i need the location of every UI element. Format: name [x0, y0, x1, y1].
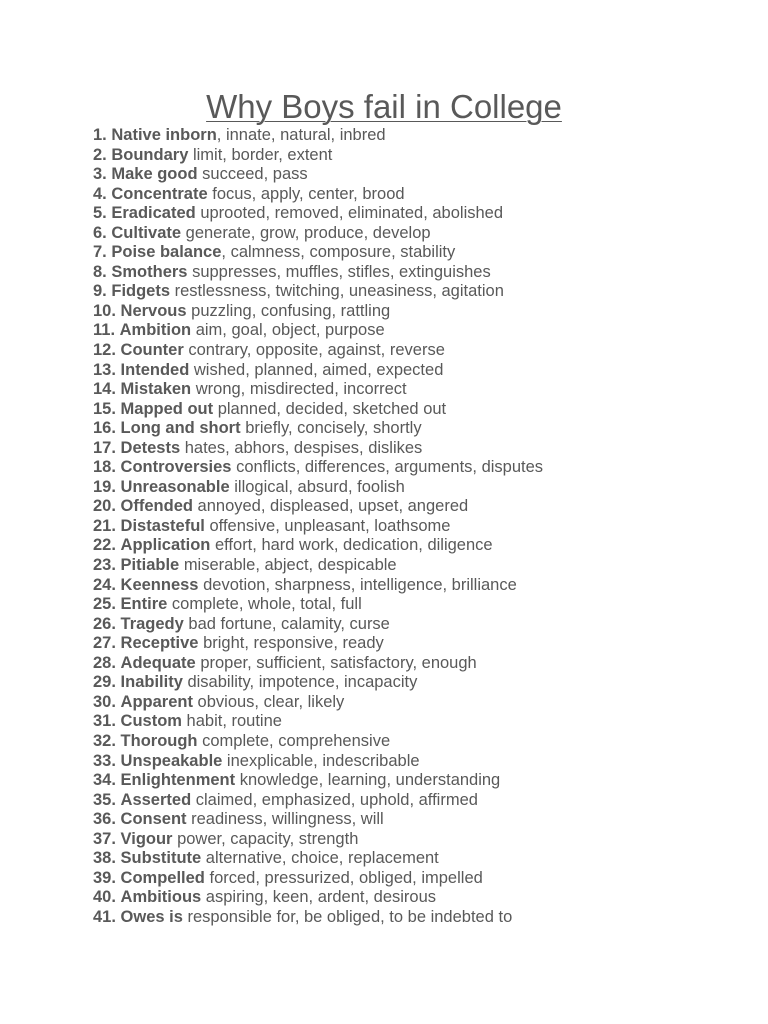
list-item: [93, 321, 753, 341]
item-number: 16.: [93, 419, 116, 438]
synonyms-text: complete, whole, total, full: [171, 595, 362, 614]
item-number: 12.: [93, 341, 116, 360]
vocabulary-term: Distasteful: [120, 516, 205, 535]
item-number: 10.: [93, 301, 116, 320]
list-item: [93, 204, 753, 224]
synonyms-text: contrary, opposite, against, reverse: [188, 341, 445, 360]
vocabulary-list: [93, 126, 753, 927]
item-number: 40.: [93, 888, 116, 907]
vocabulary-term: Mapped out: [120, 399, 214, 418]
synonyms-text: hates, abhors, despises, dislikes: [184, 438, 423, 457]
vocabulary-term: Ambitious: [120, 888, 202, 907]
vocabulary-term: Apparent: [120, 692, 193, 711]
synonyms-text: power, capacity, strength: [177, 829, 359, 848]
vocabulary-term: Substitute: [120, 849, 202, 868]
item-number: 34.: [93, 771, 116, 790]
vocabulary-term: Nervous: [120, 301, 187, 320]
synonyms-text: suppresses, muffles, stifles, extinguishes: [192, 262, 491, 281]
synonyms-text: forced, pressurized, obliged, impelled: [209, 868, 483, 887]
synonyms-text: puzzling, confusing, rattling: [191, 301, 391, 320]
list-item: [93, 126, 753, 146]
synonyms-text: devotion, sharpness, intelligence, brilliance: [203, 575, 517, 594]
item-number: 3.: [93, 165, 107, 184]
item-number: 31.: [93, 712, 116, 731]
vocabulary-term: Thorough: [120, 731, 198, 750]
synonyms-text: complete, comprehensive: [202, 731, 391, 750]
vocabulary-term: Counter: [120, 341, 184, 360]
vocabulary-term: Keenness: [120, 575, 199, 594]
item-number: 1.: [93, 126, 107, 144]
list-item: [93, 341, 753, 361]
vocabulary-term: Poise balance: [111, 243, 222, 262]
vocabulary-term: Adequate: [120, 653, 196, 672]
synonyms-text: obvious, clear, likely: [197, 692, 345, 711]
vocabulary-term: Inability: [120, 673, 183, 692]
item-number: 22.: [93, 536, 116, 555]
list-item: [93, 654, 753, 674]
list-item: [93, 712, 753, 732]
item-number: 29.: [93, 673, 116, 692]
vocabulary-term: Unspeakable: [120, 751, 223, 770]
list-item: [93, 556, 753, 576]
list-item: [93, 302, 753, 322]
term-separator: ,: [216, 126, 226, 144]
vocabulary-term: Vigour: [120, 829, 173, 848]
vocabulary-term: Native inborn: [111, 126, 217, 144]
list-item: [93, 849, 753, 869]
item-number: 37.: [93, 829, 116, 848]
vocabulary-term: Receptive: [120, 634, 199, 653]
item-number: 14.: [93, 380, 116, 399]
vocabulary-term: Cultivate: [111, 223, 182, 242]
vocabulary-term: Enlightenment: [120, 771, 236, 790]
item-number: 6.: [93, 223, 107, 242]
vocabulary-term: Controversies: [120, 458, 232, 477]
item-number: 11.: [93, 321, 116, 340]
synonyms-text: illogical, absurd, foolish: [234, 477, 405, 496]
vocabulary-term: Fidgets: [111, 282, 171, 301]
vocabulary-term: Make good: [111, 165, 198, 184]
vocabulary-term: Entire: [120, 595, 168, 614]
term-separator: ,: [221, 243, 231, 262]
synonyms-text: proper, sufficient, satisfactory, enough: [200, 653, 477, 672]
synonyms-text: bright, responsive, ready: [203, 634, 384, 653]
synonyms-text: disability, impotence, incapacity: [187, 673, 418, 692]
item-number: 32.: [93, 731, 116, 750]
list-item: [93, 888, 753, 908]
vocabulary-term: Long and short: [120, 419, 241, 438]
list-item: [93, 517, 753, 537]
item-number: 30.: [93, 692, 116, 711]
vocabulary-term: Application: [120, 536, 211, 555]
synonyms-text: inexplicable, indescribable: [226, 751, 420, 770]
item-number: 18.: [93, 458, 116, 477]
list-item: [93, 771, 753, 791]
list-item: [93, 400, 753, 420]
synonyms-text: uprooted, removed, eliminated, abolished: [200, 204, 504, 223]
item-number: 25.: [93, 595, 116, 614]
synonyms-text: focus, apply, center, brood: [212, 184, 405, 203]
vocabulary-term: Compelled: [120, 868, 205, 887]
item-number: 24.: [93, 575, 116, 594]
vocabulary-term: Pitiable: [120, 556, 180, 575]
list-item: [93, 497, 753, 517]
list-item: [93, 439, 753, 459]
list-item: [93, 419, 753, 439]
item-number: 4.: [93, 184, 107, 203]
synonyms-text: succeed, pass: [202, 165, 308, 184]
list-item: [93, 224, 753, 244]
list-item: [93, 595, 753, 615]
synonyms-text: claimed, emphasized, uphold, affirmed: [195, 790, 478, 809]
item-number: 20.: [93, 497, 116, 516]
list-item: [93, 908, 753, 928]
vocabulary-term: Custom: [120, 712, 182, 731]
vocabulary-term: Offended: [120, 497, 193, 516]
vocabulary-term: Ambition: [119, 321, 192, 340]
vocabulary-term: Intended: [120, 360, 190, 379]
synonyms-text: planned, decided, sketched out: [217, 399, 447, 418]
synonyms-text: knowledge, learning, understanding: [239, 771, 501, 790]
item-number: 2.: [93, 145, 107, 164]
item-number: 36.: [93, 810, 116, 829]
vocabulary-term: Consent: [120, 810, 187, 829]
vocabulary-term: Eradicated: [111, 204, 196, 223]
synonyms-text: conflicts, differences, arguments, disputes: [236, 458, 544, 477]
list-item: [93, 263, 753, 283]
synonyms-text: aim, goal, object, purpose: [195, 321, 385, 340]
vocabulary-term: Mistaken: [120, 380, 192, 399]
item-number: 7.: [93, 243, 107, 262]
item-number: 17.: [93, 438, 116, 457]
item-number: 13.: [93, 360, 116, 379]
vocabulary-term: Unreasonable: [120, 477, 230, 496]
list-item: [93, 243, 753, 263]
synonyms-text: offensive, unpleasant, loathsome: [209, 516, 451, 535]
vocabulary-term: Tragedy: [120, 614, 184, 633]
synonyms-text: habit, routine: [186, 712, 282, 731]
synonyms-text: miserable, abject, despicable: [183, 556, 397, 575]
item-number: 26.: [93, 614, 116, 633]
item-number: 5.: [93, 204, 107, 223]
synonyms-text: annoyed, displeased, upset, angered: [197, 497, 469, 516]
item-number: 15.: [93, 399, 116, 418]
synonyms-text: bad fortune, calamity, curse: [188, 614, 390, 633]
list-item: [93, 673, 753, 693]
vocabulary-term: Owes is: [120, 907, 183, 926]
list-item: [93, 361, 753, 381]
synonyms-text: readiness, willingness, will: [191, 810, 384, 829]
vocabulary-term: Concentrate: [111, 184, 208, 203]
synonyms-text: responsible for, be obliged, to be indebted to: [187, 907, 513, 926]
list-item: [93, 146, 753, 166]
list-item: [93, 830, 753, 850]
item-number: 38.: [93, 849, 116, 868]
item-number: 21.: [93, 516, 116, 535]
item-number: 23.: [93, 556, 116, 575]
list-item: [93, 810, 753, 830]
list-item: [93, 791, 753, 811]
item-number: 27.: [93, 634, 116, 653]
item-number: 33.: [93, 751, 116, 770]
item-number: 28.: [93, 653, 116, 672]
list-item: [93, 693, 753, 713]
list-item: [93, 634, 753, 654]
list-item: [93, 458, 753, 478]
item-number: 19.: [93, 477, 116, 496]
item-number: 41.: [93, 907, 116, 926]
list-item: [93, 869, 753, 889]
list-item: [93, 615, 753, 635]
synonyms-text: wished, planned, aimed, expected: [193, 360, 444, 379]
list-item: [93, 380, 753, 400]
list-item: [93, 576, 753, 596]
item-number: 8.: [93, 262, 107, 281]
synonyms-text: calmness, composure, stability: [230, 243, 456, 262]
page-title: Why Boys fail in College: [206, 88, 562, 125]
item-number: 9.: [93, 282, 107, 301]
synonyms-text: briefly, concisely, shortly: [245, 419, 422, 438]
vocabulary-term: Smothers: [111, 262, 188, 281]
synonyms-text: wrong, misdirected, incorrect: [195, 380, 407, 399]
synonyms-text: alternative, choice, replacement: [205, 849, 439, 868]
list-item: [93, 752, 753, 772]
list-item: [93, 732, 753, 752]
list-item: [93, 282, 753, 302]
synonyms-text: innate, natural, inbred: [225, 126, 386, 144]
list-item: [93, 536, 753, 556]
synonyms-text: aspiring, keen, ardent, desirous: [205, 888, 437, 907]
synonyms-text: generate, grow, produce, develop: [185, 223, 431, 242]
synonyms-text: effort, hard work, dedication, diligence: [214, 536, 493, 555]
list-item: [93, 185, 753, 205]
vocabulary-term: Boundary: [111, 145, 189, 164]
vocabulary-term: Asserted: [120, 790, 192, 809]
list-item: [93, 165, 753, 185]
synonyms-text: restlessness, twitching, uneasiness, agitation: [174, 282, 504, 301]
item-number: 35.: [93, 790, 116, 809]
vocabulary-term: Detests: [120, 438, 181, 457]
list-item: [93, 478, 753, 498]
item-number: 39.: [93, 868, 116, 887]
synonyms-text: limit, border, extent: [192, 145, 333, 164]
